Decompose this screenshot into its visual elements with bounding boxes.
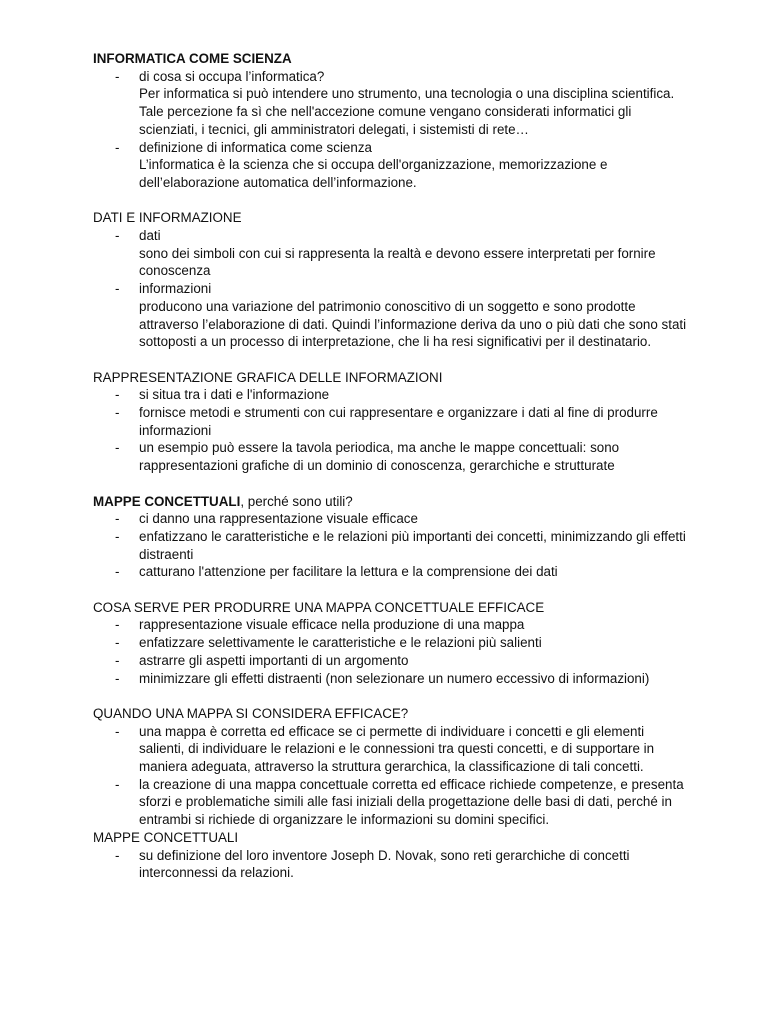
section-heading — [93, 493, 693, 511]
list-item — [93, 776, 693, 829]
section-quando-efficace — [93, 705, 693, 829]
bullet-list — [93, 847, 693, 882]
item-text: un esempio può essere la tavola periodica, ma anche le mappe concettuali: sono rappresentazioni grafiche di un dominio di conoscenza, gerarchiche e strutturate — [139, 440, 620, 474]
section-gap — [93, 687, 693, 705]
section-gap — [93, 581, 693, 599]
list-item — [93, 847, 693, 882]
dash-bullet: - — [115, 670, 120, 686]
heading-rest: , perché sono utili? — [240, 493, 353, 509]
item-text: catturano l'attenzione per facilitare la lettura e la comprensione dei dati — [139, 564, 558, 580]
section-mappe-concettuali-utili — [93, 493, 693, 582]
item-label: informazioni — [139, 281, 212, 297]
item-text: enfatizzare selettivamente le caratteristiche e le relazioni più salienti — [139, 635, 542, 651]
section-informatica-come-scienza — [93, 50, 693, 192]
dash-bullet: - — [115, 635, 120, 651]
list-item — [93, 652, 693, 670]
document-content — [93, 50, 693, 882]
section-heading: MAPPE CONCETTUALI — [93, 829, 239, 845]
item-label: di cosa si occupa l’informatica? — [139, 68, 325, 84]
dash-bullet: - — [115, 139, 120, 155]
item-text: enfatizzano le caratteristiche e le relazioni più importanti dei concetti, minimizzando gli effetti distraenti — [139, 528, 686, 562]
list-item — [93, 670, 693, 688]
section-heading: COSA SERVE PER PRODURRE UNA MAPPA CONCETTUALE EFFICACE — [93, 599, 545, 615]
item-text: fornisce metodi e strumenti con cui rappresentare e organizzare i dati al fine di produrre informazioni — [139, 405, 658, 438]
list-item — [93, 528, 693, 563]
item-text: minimizzare gli effetti distraenti (non selezionare un numero eccessivo di informazioni) — [139, 670, 650, 686]
section-mappe-concettuali-definizione — [93, 829, 693, 882]
dash-bullet: - — [115, 68, 120, 84]
section-gap — [93, 351, 693, 369]
list-item — [93, 139, 693, 192]
dash-bullet: - — [115, 405, 120, 421]
list-item — [93, 280, 693, 351]
list-item — [93, 404, 693, 439]
list-item — [93, 616, 693, 634]
dash-bullet: - — [115, 281, 120, 297]
section-cosa-serve — [93, 599, 693, 688]
item-text: una mappa è corretta ed efficace se ci permette di individuare i concetti e gli elementi salienti, di individuare le relazioni e le connessioni tra questi concetti, e di supportare in maniera adeguata, attraverso la struttura gerarchica, la classificazione di tali concetti. — [139, 723, 655, 775]
bullet-list — [93, 616, 693, 687]
section-rappresentazione-grafica — [93, 369, 693, 475]
bullet-list — [93, 386, 693, 475]
list-item — [93, 510, 693, 528]
section-heading: RAPPRESENTAZIONE GRAFICA DELLE INFORMAZIONI — [93, 369, 443, 385]
bullet-list — [93, 227, 693, 351]
dash-bullet: - — [115, 723, 120, 739]
list-item — [93, 227, 693, 280]
dash-bullet: - — [115, 228, 120, 244]
section-dati-e-informazione — [93, 209, 693, 351]
list-item — [93, 723, 693, 776]
item-label: definizione di informatica come scienza — [139, 139, 372, 155]
dash-bullet: - — [115, 564, 120, 580]
item-text: producono una variazione del patrimonio conoscitivo di un soggetto e sono prodotte attraverso l’elaborazione di dati. Quindi l’informazione deriva da uno o più dati che sono stati sottoposti a un processo di interpretazione, che li ha resi significativi per il destinatario. — [139, 298, 687, 350]
item-text: Per informatica si può intendere uno strumento, una tecnologia o una disciplina scientifica. Tale percezione fa sì che nell'accezione comune vengano considerati informatici gli scienziati, i tecnici, gli amministratori delegati, i sistemisti di rete… — [139, 86, 675, 137]
list-item — [93, 386, 693, 404]
section-heading: QUANDO UNA MAPPA SI CONSIDERA EFFICACE? — [93, 705, 409, 721]
item-label: dati — [139, 228, 161, 244]
dash-bullet: - — [115, 528, 120, 544]
section-gap — [93, 475, 693, 493]
item-text: si situa tra i dati e l'informazione — [139, 387, 330, 403]
dash-bullet: - — [115, 652, 120, 668]
item-text: ci danno una rappresentazione visuale efficace — [139, 511, 418, 527]
item-text: sono dei simboli con cui si rappresenta la realtà e devono essere interpretati per fornire conoscenza — [139, 245, 656, 279]
bullet-list — [93, 68, 693, 192]
item-text: L’informatica è la scienza che si occupa dell'organizzazione, memorizzazione e dell’elaborazione automatica dell’informazione. — [139, 157, 608, 190]
bullet-list — [93, 723, 693, 829]
dash-bullet: - — [115, 440, 120, 456]
item-text: su definizione del loro inventore Joseph D. Novak, sono reti gerarchiche di concetti interconnessi da relazioni. — [139, 847, 630, 881]
dash-bullet: - — [115, 387, 120, 403]
dash-bullet: - — [115, 617, 120, 633]
dash-bullet: - — [115, 776, 120, 792]
section-gap — [93, 192, 693, 210]
list-item — [93, 439, 693, 474]
item-text: la creazione di una mappa concettuale corretta ed efficace richiede competenze, e presenta sforzi e problematiche simili alle fasi iniziali della progettazione delle basi di dati, perché in entrambi si richiede di organizzare le informazioni su domini specifici. — [139, 776, 684, 828]
dash-bullet: - — [115, 511, 120, 527]
section-heading: INFORMATICA COME SCIENZA — [93, 51, 292, 66]
dash-bullet: - — [115, 847, 120, 863]
list-item — [93, 634, 693, 652]
section-heading: DATI E INFORMAZIONE — [93, 210, 242, 226]
item-text: astrarre gli aspetti importanti di un argomento — [139, 652, 409, 668]
list-item — [93, 68, 693, 139]
item-text: rappresentazione visuale efficace nella produzione di una mappa — [139, 617, 525, 633]
heading-bold-part: MAPPE CONCETTUALI — [93, 493, 241, 509]
list-item — [93, 563, 693, 581]
bullet-list — [93, 510, 693, 581]
